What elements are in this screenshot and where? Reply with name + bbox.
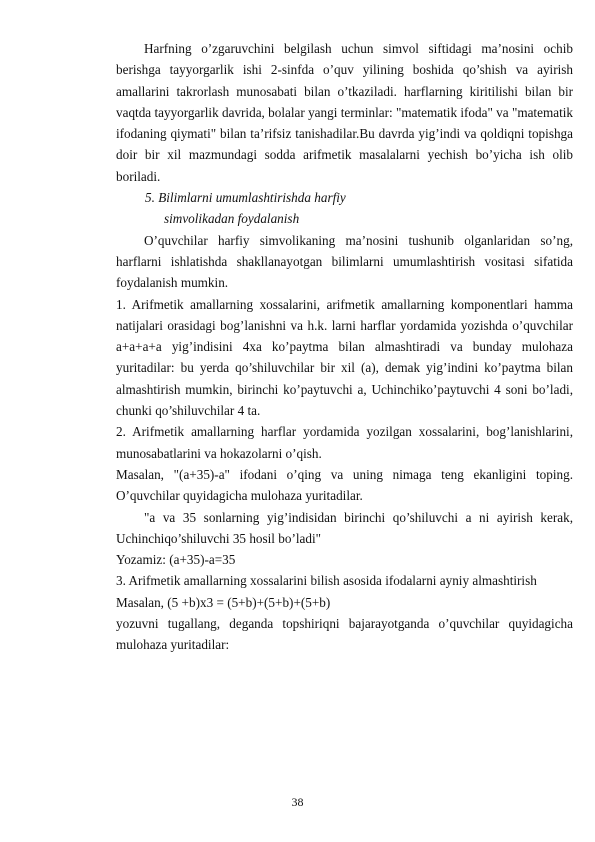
paragraph-conclusion: yozuvni tugallang, deganda topshiriqni bajarayotganda o’quvchilar quyidagicha mulohaza yuritadilar:: [116, 616, 573, 653]
paragraph-quote: "a va 35 sonlarning yig’indisidan birinchi qo’shiluvchi a ni ayirish kerak, Uchinchiqo’shiluvchi 35 hosil bo’ladi": [116, 509, 573, 546]
paragraph-item-1: 1. Arifmetik amallarning xossalarini, arifmetik amallarning komponentlari hamma natijalari orasidagi bog’lanishni va h.k. larni harflar yordamida yozishda o’quvchilar a+a+a+a yig’indisini 4xa ko’paytma bilan almashtiradi va bunday mulohaza yuritadilar: bu yerda qo’shiluvchilar bir xil (a), demak yig’indini ko’paytma bilan almashtirish mumkin, birinchi ko’paytuvchi a, Uchinchiko’paytuvchi 4 soni bo’ladi, chunki qo’shiluvchilar 4 ta.: [116, 296, 573, 419]
paragraph-formula-1: Yozamiz: (a+35)-a=35: [116, 552, 236, 568]
paragraph-item-3: 3. Arifmetik amallarning xossalarini bilish asosida ifodalarni ayniy almashtirish: [116, 573, 537, 589]
page-content: [116, 38, 573, 656]
paragraph-example-1: Masalan, "(a+35)-a" ifodani o’qing va uning nimaga teng ekanligini toping. O’quvchilar quyidagicha mulohaza yuritadilar.: [116, 466, 573, 504]
page-number: 38: [291, 795, 304, 809]
paragraph-intro: Harfning o’zgaruvchini belgilash uchun simvol siftidagi ma’nosini ochib berishga tayyorgarlik ishi 2-sinfda o’quv yilining boshida qo’shish va ayirish amallarini takrorlash munosabati bilan o’tkaziladi. harflarning kiritilishi bilan bir vaqtda tayyorgarlik davrida, bolalar yangi terminlar: "matematik ifoda" va "matematik ifodaning qiymati" bilan ta’rifsiz tanishadilar.Bu davrda yig’indi va qoldiqni topishga doir bir xil mazmundagi sodda arifmetik masalalarni yechish bo’yicha ish olib boriladi.: [116, 41, 573, 184]
paragraph-generalization: O’quvchilar harfiy simvolikaning ma’nosini tushunib olganlaridan so’ng, harflarni ishlatishda shakllanayotgan bilimlarni umumlashtirish vositasi sifatida foydalanish mumkin.: [116, 232, 573, 291]
paragraph-formula-2: Masalan, (5 +b)x3 = (5+b)+(5+b)+(5+b): [116, 594, 331, 610]
section-heading-line2: simvolikadan foydalanish: [164, 211, 300, 227]
section-heading-line1: 5. Bilimlarni umumlashtirishda harfiy: [145, 190, 346, 206]
paragraph-item-2: 2. Arifmetik amallarning harflar yordamida yozilgan xossalarini, bog’lanishlarini, munosabatlarini va hokazolarni o’qish.: [116, 424, 573, 461]
